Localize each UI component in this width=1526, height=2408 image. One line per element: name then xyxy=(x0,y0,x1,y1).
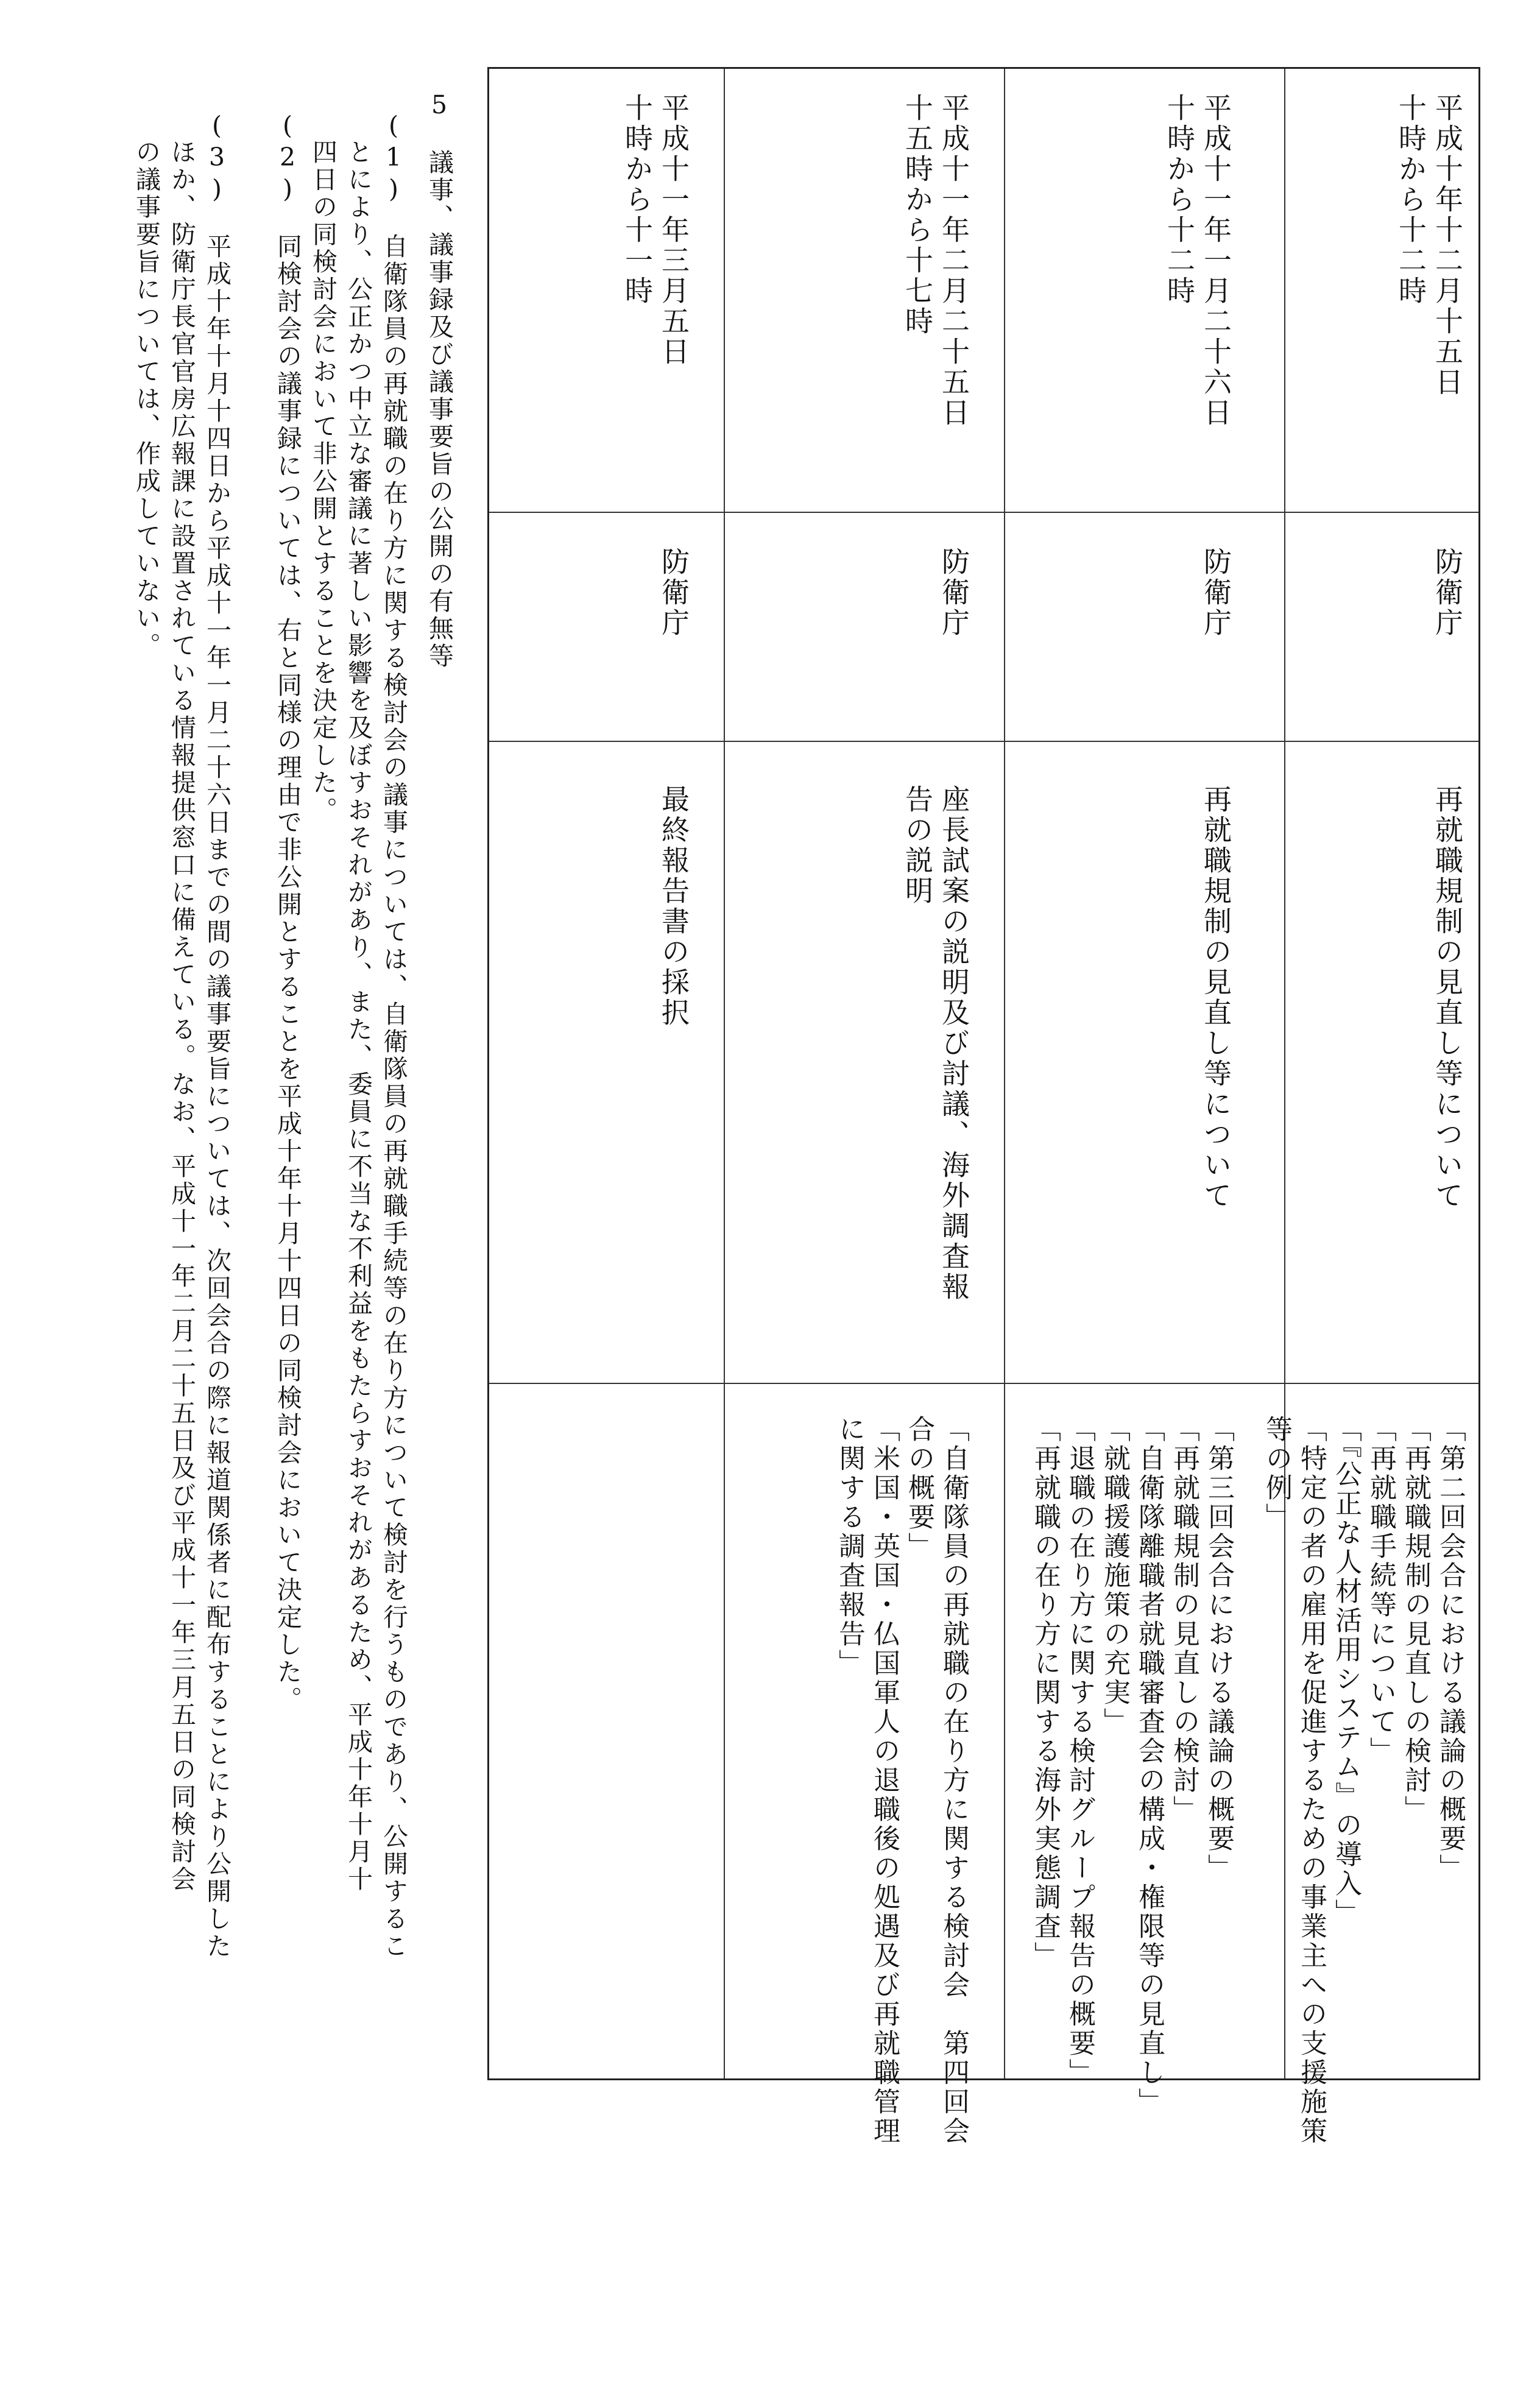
material-item: 「『公正な人材活用システム』の導入」 xyxy=(1330,1415,1362,1928)
paragraph-line: 四日の同検討会において非公開とすることを決定した。 xyxy=(308,139,337,824)
material-item: 「再就職の在り方に関する海外実態調査」 xyxy=(1030,1415,1061,1971)
material-item: 「自衛隊員の再就職の在り方に関する検討会 第四回会 xyxy=(938,1415,969,2146)
meeting-topic: 再就職規制の見直し等について xyxy=(1431,785,1464,1211)
material-item: 「再就職手続等について」 xyxy=(1365,1415,1396,1766)
meeting-organizer: 防衛庁 xyxy=(1431,547,1464,638)
paragraph-line: の議事要旨については、作成していない。 xyxy=(132,139,161,660)
paragraph-line: (1) 自衛隊員の再就職の在り方に関する検討会の議事については、自衛隊員の再就職手続等の在り方について検討を行うものであり、公開するこ xyxy=(379,111,408,1960)
field-divider xyxy=(489,512,1478,513)
meeting-date: 平成十一年三月五日 xyxy=(657,93,690,367)
material-item: 合の概要」 xyxy=(903,1415,934,1561)
material-item: 「再就職規制の見直しの検討」 xyxy=(1168,1415,1199,1824)
paragraph-line: とにより、公正かつ中立な審議に著しい影響を及ぼすおそれがあり、また、委員に不当な不利益をもたらすおそれがあるため、平成十年十月十 xyxy=(344,139,373,1893)
meeting-time: 十五時から十七時 xyxy=(901,93,934,337)
material-item: 「米国・英国・仏国軍人の退職後の処遇及び再就職管理 xyxy=(869,1415,900,2146)
meeting-time: 十時から十二時 xyxy=(1163,93,1196,306)
meeting-topic: 最終報告書の採択 xyxy=(657,785,690,1028)
meeting-time: 十時から十二時 xyxy=(1394,93,1427,306)
material-item: 「第三回会合における議論の概要」 xyxy=(1203,1415,1234,1883)
paragraph-line: (3) 平成十年十月十四日から平成十一年一月二十六日までの間の議事要旨については、次回会合の際に報道関係者に配布することにより公開した xyxy=(202,111,231,1960)
meeting-organizer: 防衛庁 xyxy=(938,547,970,638)
meeting-date: 平成十年十二月十五日 xyxy=(1431,93,1464,398)
material-item: 「第二回会合における議論の概要」 xyxy=(1435,1415,1466,1883)
paragraph-line: (2) 同検討会の議事録については、右と同様の理由で非公開とすることを平成十年十月十四日の同検討会において決定した。 xyxy=(273,111,302,1714)
material-item: に関する調査報告」 xyxy=(834,1415,865,1678)
meeting-topic: 告の説明 xyxy=(901,785,934,906)
meeting-topic: 再就職規制の見直し等について xyxy=(1199,785,1232,1211)
meeting-date: 平成十一年二月二十五日 xyxy=(938,93,970,428)
row-divider xyxy=(1284,69,1285,2078)
section-heading: 5 議事、議事録及び議事要旨の公開の有無等 xyxy=(425,90,454,670)
material-item: 「再就職規制の見直しの検討」 xyxy=(1400,1415,1431,1824)
meeting-organizer: 防衛庁 xyxy=(657,547,690,638)
material-item: 「退職の在り方に関する検討グループ報告の概要」 xyxy=(1064,1415,1095,2088)
field-divider xyxy=(489,741,1478,742)
row-divider xyxy=(724,69,725,2078)
meeting-date: 平成十一年一月二十六日 xyxy=(1199,93,1232,428)
meeting-topic: 座長試案の説明及び討議、海外調査報 xyxy=(938,785,970,1302)
field-divider xyxy=(489,1383,1478,1384)
paragraph-line: ほか、防衛庁長官官房広報課に設置されている情報提供窓口に備えている。なお、平成十一年二月二十五日及び平成十一年三月五日の同検討会 xyxy=(167,139,196,1893)
meeting-schedule-table xyxy=(487,67,1480,2146)
meeting-organizer: 防衛庁 xyxy=(1199,547,1232,638)
material-item: 「就職援護施策の充実」 xyxy=(1099,1415,1130,1737)
meeting-time: 十時から十一時 xyxy=(621,93,654,306)
row-divider xyxy=(1004,69,1005,2078)
material-item: 等の例」 xyxy=(1261,1415,1292,1532)
material-item: 「特定の者の雇用を促進するための事業主への支援施策 xyxy=(1296,1415,1327,2146)
material-item: 「自衛隊離職者就職審査会の構成・権限等の見直し」 xyxy=(1134,1415,1165,2117)
